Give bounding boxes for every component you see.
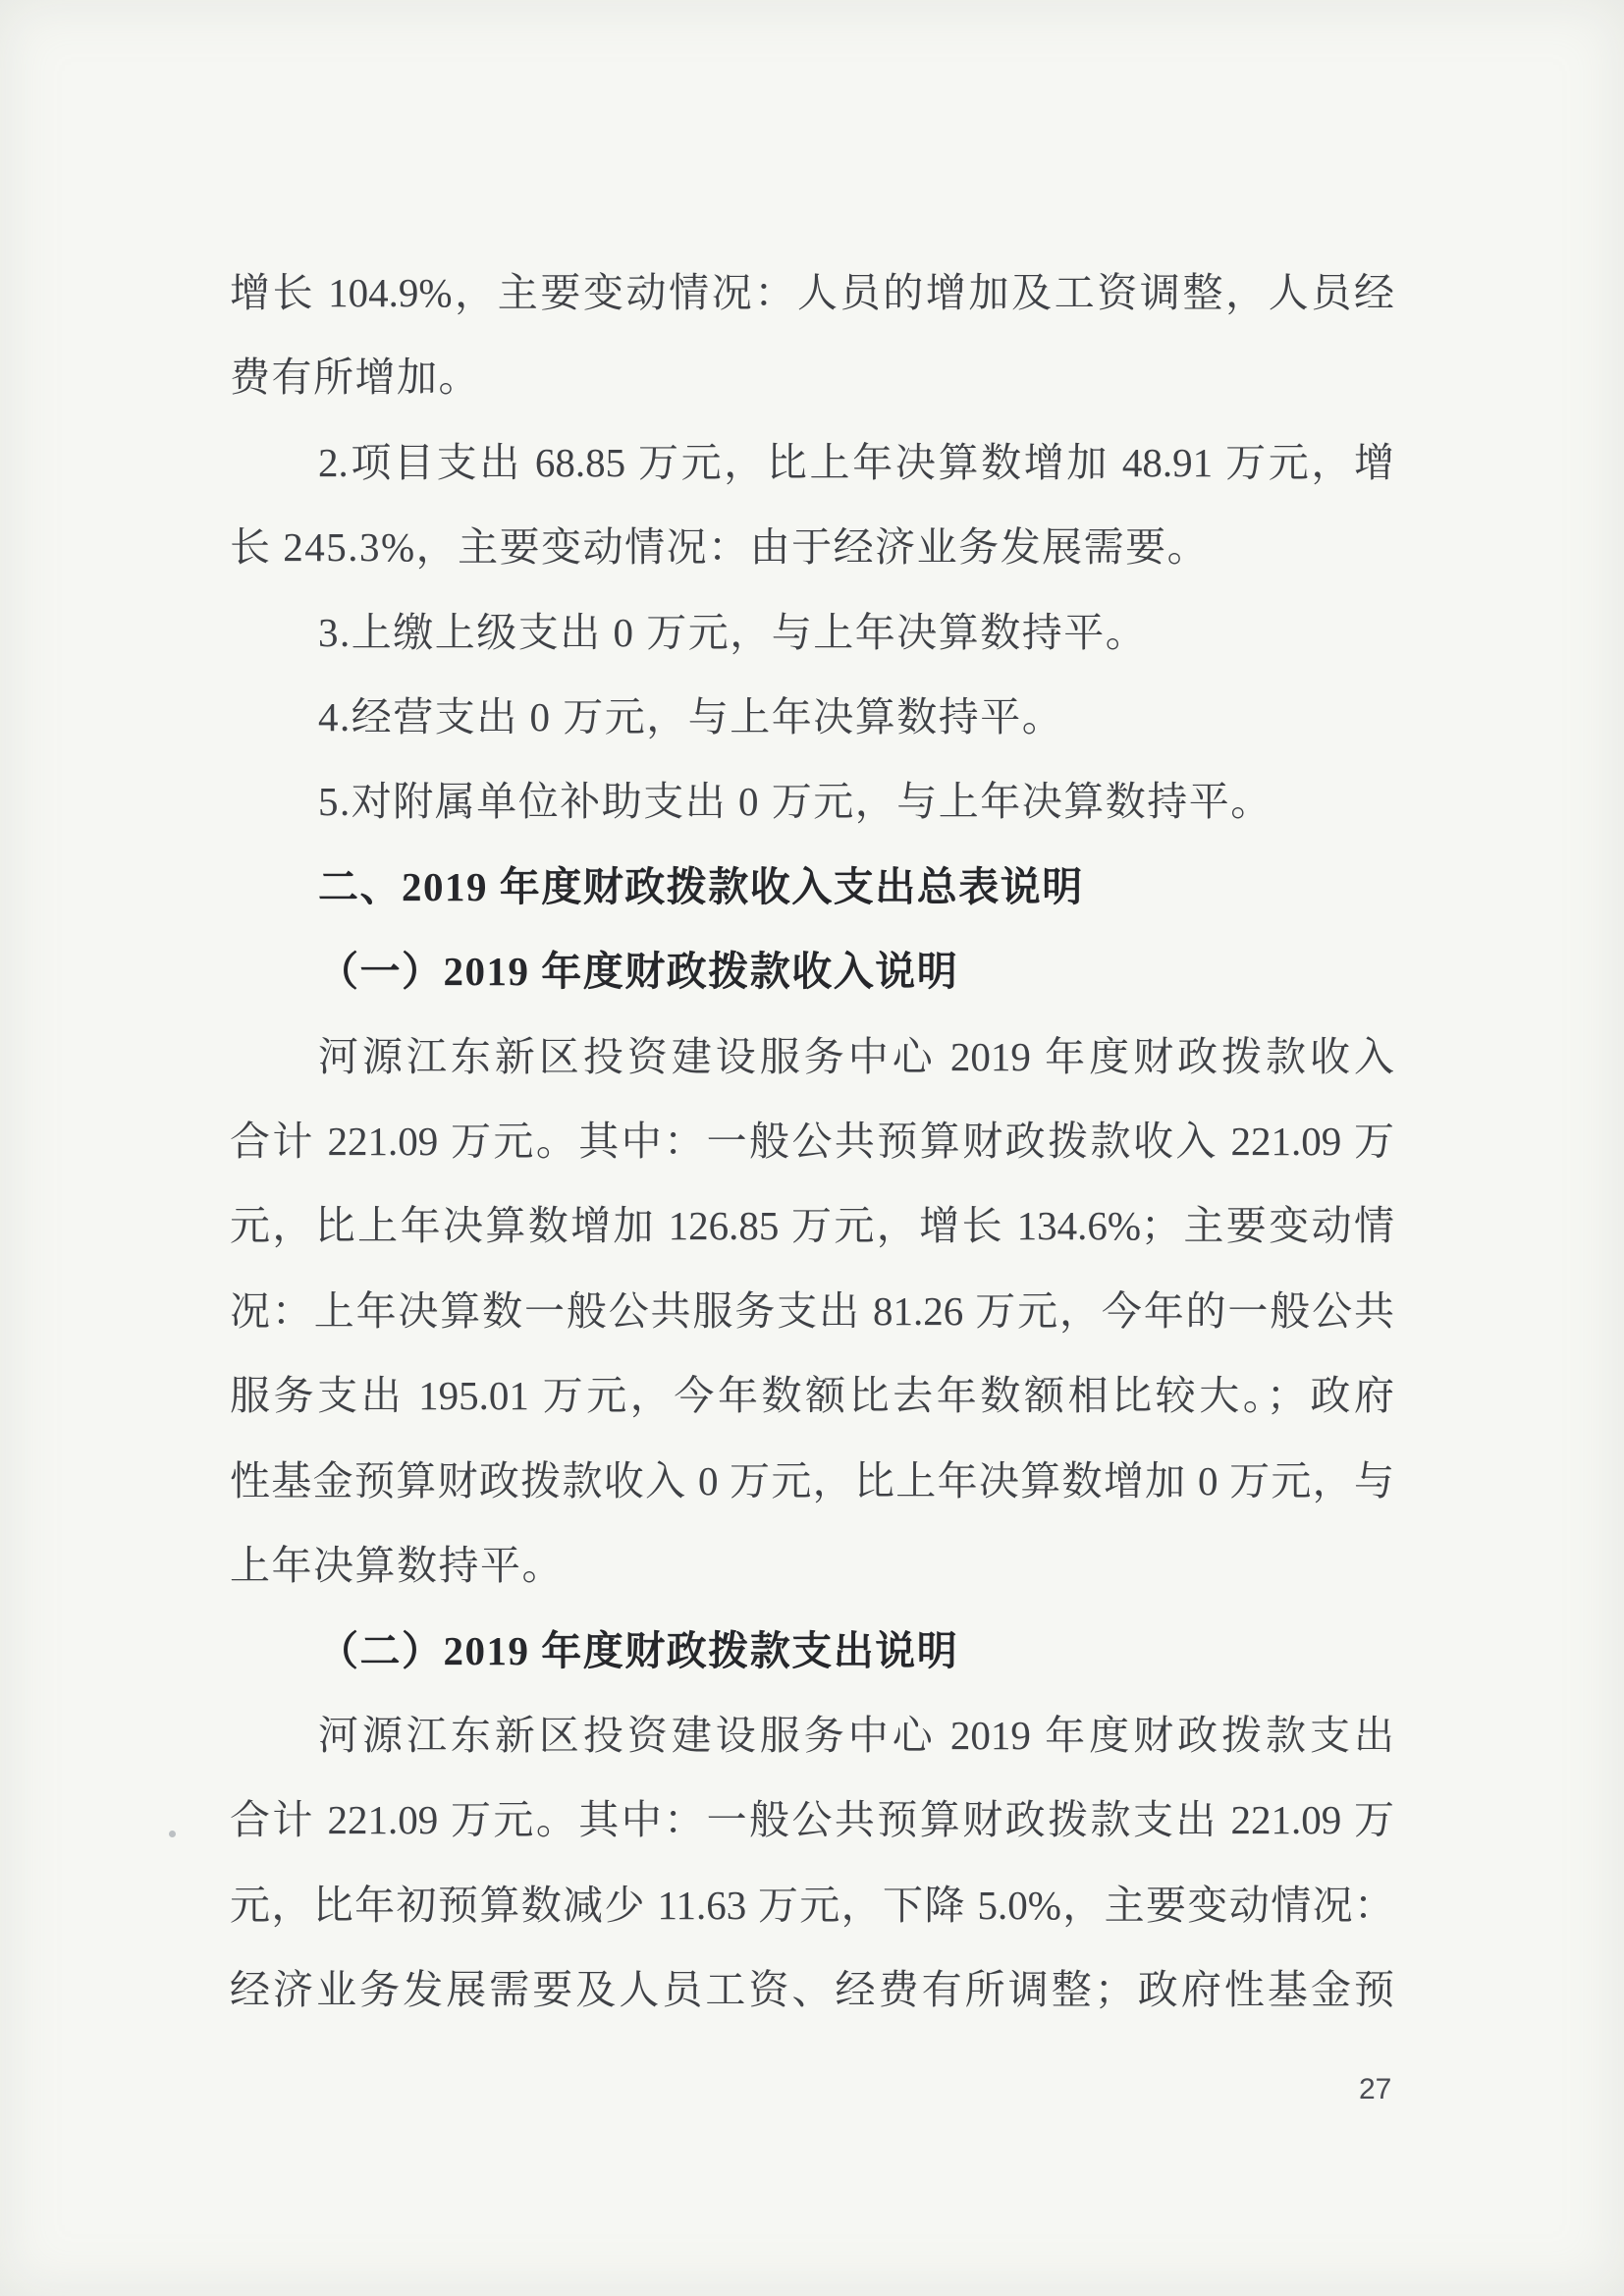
scan-artifact [169, 1831, 176, 1837]
text-line: 增长 104.9%，主要变动情况：人员的增加及工资调整，人员经 [230, 270, 1394, 315]
text-line: 2.项目支出 68.85 万元，比上年决算数增加 48.91 万元，增 [318, 439, 1394, 485]
section-heading: （二）2019 年度财政拨款支出说明 [318, 1627, 959, 1673]
text-line: 性基金预算财政拨款收入 0 万元，比上年决算数增加 0 万元，与 [230, 1457, 1394, 1503]
text-line: 费有所增加。 [230, 355, 480, 401]
text-line: 上年决算数持平。 [230, 1543, 564, 1589]
text-line: 长 245.3%，主要变动情况：由于经济业务发展需要。 [230, 524, 1210, 571]
text-line: 河源江东新区投资建设服务中心 2019 年度财政拨款收入 [318, 1033, 1394, 1079]
text-line: 合计 221.09 万元。其中：一般公共预算财政拨款支出 221.09 万 [230, 1797, 1394, 1843]
text-line: 5.对附属单位补助支出 0 万元，与上年决算数持平。 [318, 779, 1272, 825]
text-line: 元，比年初预算数减少 11.63 万元，下降 5.0%，主要变动情况： [230, 1882, 1394, 1928]
text-line: 况：上年决算数一般公共服务支出 81.26 万元，今年的一般公共 [230, 1287, 1394, 1334]
text-line: 4.经营支出 0 万元，与上年决算数持平。 [318, 694, 1064, 740]
text-line: 河源江东新区投资建设服务中心 2019 年度财政拨款支出 [318, 1712, 1394, 1758]
text-line: 元，比上年决算数增加 126.85 万元，增长 134.6%；主要变动情 [230, 1203, 1394, 1249]
document-body [230, 250, 1394, 2033]
page-number: 27 [1359, 2073, 1392, 2105]
text-line: 服务支出 195.01 万元，今年数额比去年数额相比较大。；政府 [230, 1373, 1394, 1419]
text-line: 合计 221.09 万元。其中：一般公共预算财政拨款收入 221.09 万 [230, 1119, 1394, 1165]
section-heading: 二、2019 年度财政拨款收入支出总表说明 [318, 863, 1084, 909]
text-line: 3.上缴上级支出 0 万元，与上年决算数持平。 [318, 609, 1148, 655]
section-heading: （一）2019 年度财政拨款收入说明 [318, 949, 959, 995]
text-line: 经济业务发展需要及人员工资、经费有所调整；政府性基金预 [230, 1967, 1394, 2013]
